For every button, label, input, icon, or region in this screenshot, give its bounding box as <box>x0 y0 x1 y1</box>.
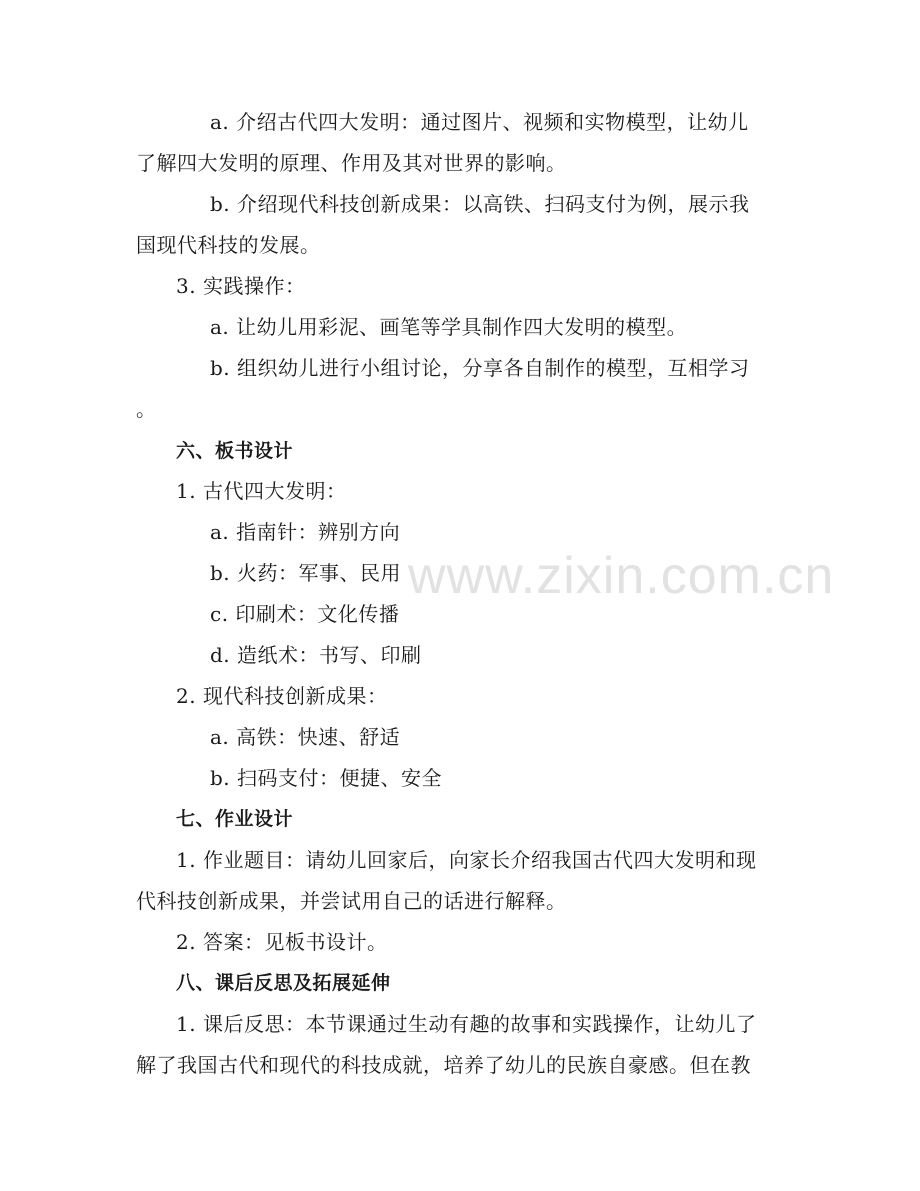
section-heading: 七、作业设计 <box>176 808 294 830</box>
list-item: 2. 答案：见板书设计。 <box>176 930 388 954</box>
list-item: a. 让幼儿用彩泥、画笔等学具制作四大发明的模型。 <box>210 315 688 339</box>
paragraph-line: b. 组织幼儿进行小组讨论，分享各自制作的模型，互相学习 <box>210 356 750 380</box>
paragraph-line: 国现代科技的发展。 <box>136 233 321 257</box>
paragraph-line: b. 介绍现代科技创新成果：以高铁、扫码支付为例，展示我 <box>210 192 750 216</box>
list-item: 2. 现代科技创新成果： <box>176 684 388 708</box>
paragraph-line: 了解四大发明的原理、作用及其对世界的影响。 <box>136 151 567 175</box>
section-heading: 六、板书设计 <box>176 440 294 462</box>
list-item: 1. 古代四大发明： <box>176 479 347 503</box>
section-heading: 八、课后反思及拓展延伸 <box>176 972 391 994</box>
list-item: b. 扫码支付：便捷、安全 <box>210 766 443 790</box>
paragraph-line: 代科技创新成果，并尝试用自己的话进行解释。 <box>136 889 567 913</box>
paragraph-line: a. 介绍古代四大发明：通过图片、视频和实物模型，让幼儿 <box>210 110 749 134</box>
watermark: www.zixin.com.cn <box>408 547 835 605</box>
list-item: a. 指南针：辨别方向 <box>210 520 401 544</box>
list-item: c. 印刷术：文化传播 <box>210 602 400 626</box>
paragraph-line: 。 <box>136 397 157 421</box>
list-item: b. 火药：军事、民用 <box>210 561 402 585</box>
paragraph-line: 1. 课后反思：本节课通过生动有趣的故事和实践操作，让幼儿了 <box>176 1012 757 1036</box>
paragraph-line: 解了我国古代和现代的科技成就，培养了幼儿的民族自豪感。但在教 <box>136 1053 751 1077</box>
list-item: 3. 实践操作： <box>176 274 306 298</box>
paragraph-line: 1. 作业题目：请幼儿回家后，向家长介绍我国古代四大发明和现 <box>176 848 757 872</box>
list-item: d. 造纸术：书写、印刷 <box>210 643 422 667</box>
list-item: a. 高铁：快速、舒适 <box>210 725 401 749</box>
